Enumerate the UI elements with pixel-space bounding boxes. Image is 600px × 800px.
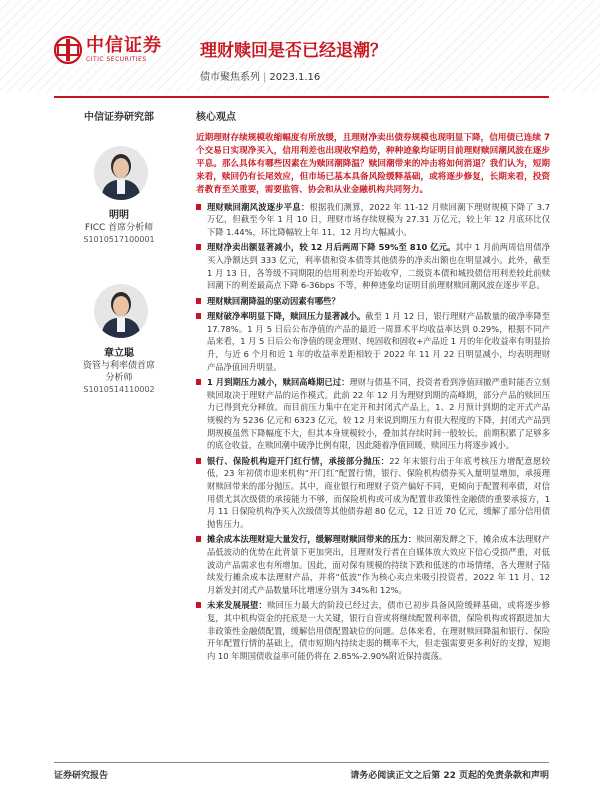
analyst-certificate: S1010514110002 <box>83 385 155 394</box>
report-subtitle <box>200 68 320 83</box>
bullet-text: 截至 1 月 12 日，银行理财产品数量的破净率降至 17.78%。1 月 5 日后公布净值的产品的最近一周算术平均收益率达到 0.29%，根据不同产品来看，1 月 5 日后公布净值的现金理财、纯固收和固收+产品近 1 月的年化收益率有明显抬升，与近 6 个月和近 1 年的收益率差距相较于 2022 年 11 月 22 日明显减小，均表明理财产品净值回升明显。 <box>207 311 550 372</box>
bullet-text: 根据我们测算，2022 年 11-12 月赎回潮下理财规模下降了 3.7 万亿，但截至今年 1 月 10 日，理财市场存续规模为 27.31 万亿元，较上年 12 月底环比仅下降 1.44%，环比降幅较上年 11、12 月均大幅减小。 <box>207 201 550 237</box>
analyst-certificate: S1010517100001 <box>83 235 155 244</box>
bullet-item <box>196 241 550 291</box>
citic-logo-icon <box>54 36 82 64</box>
bullet-text: 22 年末银行出于年底考核压力增配意愿较低，23 年初债市迎来机构“开门红”配置行情，银行、保险机构债券买入量明显增加，承接理财赎回带来的部分抛压。其中，商业银行和理财子资产偏好不同，更倾向于配置利率债，对信用债尤其次级债的承接能力不够，而保险机构或可成为配置非政策性金融债的重要承接方，1 月 11 日保险机构净买入次级债等其他债券超 80 亿元，12 日近 70 亿元，缓解了部分信用债抛售压力。 <box>207 455 550 529</box>
analyst-name: 明明 <box>109 210 129 221</box>
bullet-item <box>196 201 550 239</box>
bullet-marker <box>196 204 201 210</box>
bullet-lead: 理财破净率明显下降，赎回压力显著减小。 <box>207 311 366 322</box>
header-divider <box>54 96 549 98</box>
bullet-item <box>196 295 550 308</box>
bullet-marker <box>196 298 201 304</box>
citic-logo <box>54 36 162 64</box>
bullet-marker <box>196 458 201 464</box>
analyst-role: FICC 首席分析师 <box>84 223 154 233</box>
logo-english-name: CITIC SECURITIES <box>86 56 147 63</box>
bullet-marker <box>196 602 201 608</box>
bullet-list <box>196 201 550 663</box>
institute-name: 中信证券研究部 <box>84 112 154 123</box>
bullet-lead: 理财净卖出额显著减小，较 12 月后两周下降 59%至 810 亿元。 <box>207 242 456 253</box>
bullet-lead: 理财赎回潮降温的驱动因素有哪些？ <box>207 295 340 306</box>
analyst-name: 章立聪 <box>104 348 134 359</box>
bullet-text: 赎回潮发酵之下，摊余成本法理财产品低波动的优势在此背景下更加突出，且理财发行者在自媒体放大效应下信心受损严重，对低波动产品需求也有所增加。因此，面对保有规模的持续下跌和低迷的市场情绪，各大理财子陆续发行摊余成本法理财产品，并将“低波”作为核心卖点来吸引投资者，2022 年 11 月、12 月新发封闭式产品数量环比增速分别为 34%和 12%。 <box>207 534 550 595</box>
bullet-item <box>196 310 550 373</box>
bullet-lead: 未来发展展望： <box>207 600 268 611</box>
report-date: 2023.1.16 <box>269 72 321 83</box>
bullet-lead: 银行、保险机构迎开门红行情，承接部分抛压： <box>207 455 390 466</box>
analyst-avatar-2 <box>94 284 148 338</box>
report-title: 理财赎回是否已经退潮？ <box>200 41 387 61</box>
bullet-marker <box>196 313 201 319</box>
logo-chinese-name: 中信证券 <box>86 35 162 56</box>
bullet-lead: 1 月到期压力减小，赎回高峰期已过： <box>207 377 350 388</box>
bullet-item <box>196 376 550 452</box>
bullet-item <box>196 455 550 531</box>
bullet-text: 理财与债基不同，投资者看到净值回撤严重时能否立刻赎回取决于理财产品的运作模式。此前 22 年 12 月为理财到期的高峰期，部分产品的赎回压力已得到充分释放。而目前压力集中在定开和封闭式产品上，1、2 月预计到期的定开式产品规模约为 5236 亿元和 6323 亿元，较 12 月来说到期压力有很大程度的下降，封闭式产品到期规模虽然下降幅度不大，但其本身规模较小，叠加其存续时间一般较长，前期积累了足够多的底仓收益，在赎回潮中破净比例有限，因此随着净值回暖，赎回压力将逐步减小。 <box>207 377 550 451</box>
analyst-role: 资管与利率债首席 <box>82 361 155 371</box>
series-name: 债市聚焦系列 <box>200 72 260 83</box>
footer-divider <box>54 762 549 763</box>
analyst-column <box>54 104 184 123</box>
section-heading: 核心观点 <box>196 112 236 123</box>
separator: | <box>263 72 267 83</box>
main-content <box>196 104 550 665</box>
bullet-item <box>196 599 550 662</box>
bullet-marker <box>196 244 201 250</box>
analyst-avatar-1 <box>94 146 148 200</box>
bullet-marker <box>196 536 201 542</box>
bullet-text: 其中 1 月前两周信用债净买入净额达到 333 亿元，利率债和资本债等其他债券的净卖出额也在明显减小。此外，截至 1 月 13 日，各等级不同期限的信用利差均开始收窄，二级资本债和城投债信用利差较此前赎回潮下的利差最高点下降 6-36bps 不等，种种迹象均证明目前理财赎回潮风波在逐步平息。 <box>207 242 550 291</box>
analyst-role-line2: 分析师 <box>105 373 133 383</box>
bullet-lead: 理财赎回潮风波逐步平息： <box>207 201 310 212</box>
footer-label: 证券研究报告 <box>54 771 109 781</box>
bullet-text: 赎回压力最大的阶段已经过去，债市已初步具备风险缓释基础，或将逐步修复，其中机构资金的托底是一大关键，银行自营或将继续配置利率债，保险机构或将跟进加大非政策性金融债配置，缓解信用债配置缺位的问题。总体来看，在理财赎回降温和银行、保险开年配置行情的基础上，债市短期内持续走弱的概率不大，但走强需要更多利好的支撑，短期内 10 年期国债收益率可能仍将在 2.85%-2.90%附近保持震荡。 <box>207 600 550 661</box>
summary-paragraph: 近期理财存续规模收缩幅度有所放缓，且理财净卖出债券规模也现明显下降，信用债已连续 7 个交易日实现净买入，信用利差也出现收窄趋势，种种迹象均证明目前理财赎回潮风波在逐步平息。那么具体有哪些因素在为赎回潮降温？赎回潮带来的冲击将如何消退？我们认为，短期来看，赎回仍有长尾效应，但市场已基本具备风险缓释基础，或将逐步修复，长期来看，投资者教育至关重要，需要监管、协会和从业金融机构共同努力。 <box>196 133 550 195</box>
bullet-marker <box>196 379 201 385</box>
analyst-card-2 <box>54 348 184 396</box>
bullet-lead: 摊余成本法理财迎大量发行，缓解理财赎回带来的压力： <box>207 534 417 545</box>
footer-disclaimer: 请务必阅读正文之后第 22 页起的免责条款和声明 <box>350 771 549 781</box>
bullet-item <box>196 533 550 596</box>
analyst-card-1 <box>54 210 184 246</box>
